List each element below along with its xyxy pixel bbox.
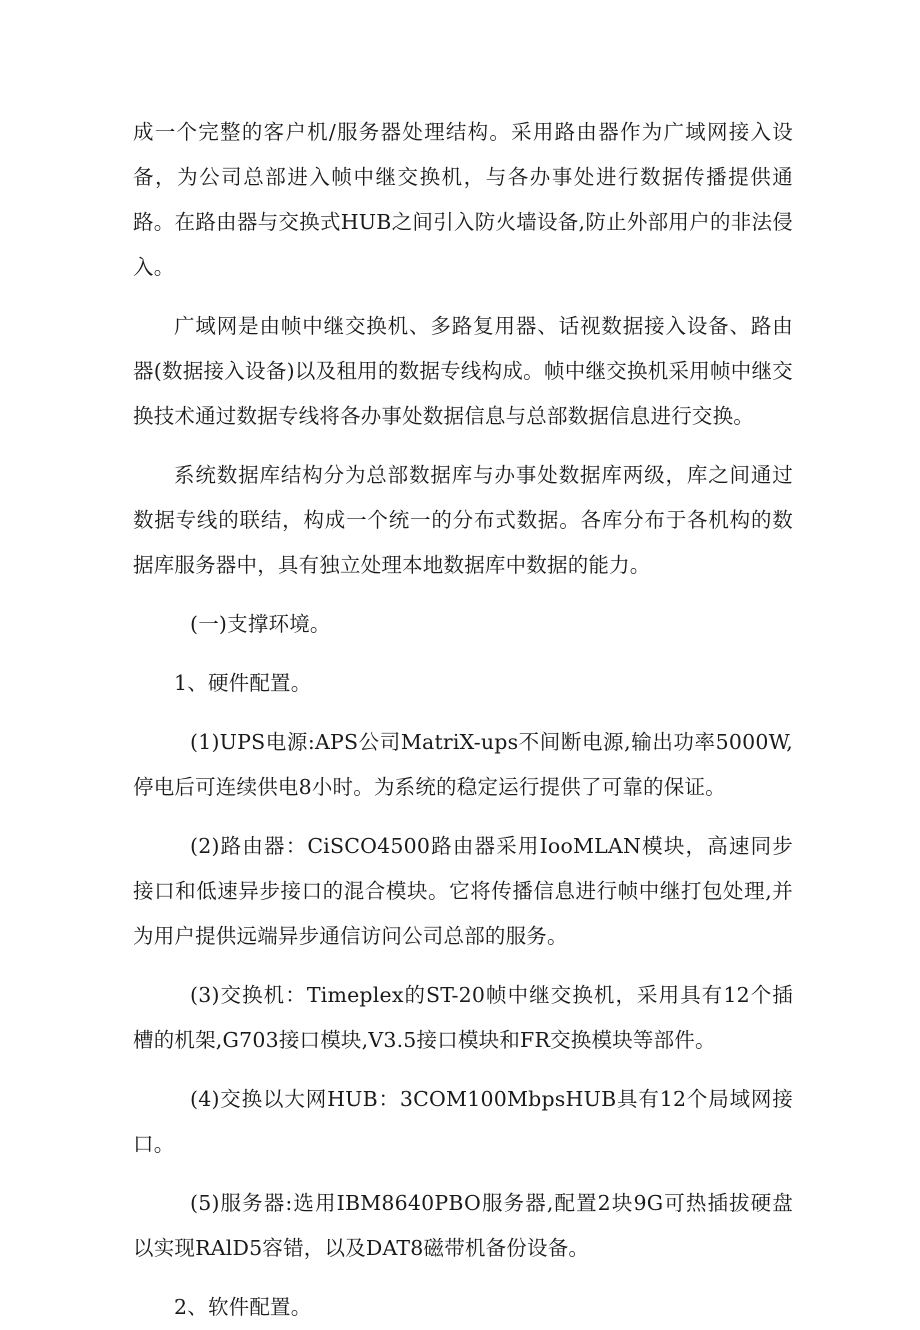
paragraph-ups: (1)UPS电源:APS公司MatriX-ups不间断电源,输出功率5000W,停电后可连续供电8小时。为系统的稳定运行提供了可靠的保证。: [133, 730, 793, 799]
heading-support-environment: (一)支撑环境。: [190, 612, 331, 636]
paragraph-database: 系统数据库结构分为总部数据库与办事处数据库两级，库之间通过数据专线的联结，构成一个统一的分布式数据。各库分布于各机构的数据库服务器中，具有独立处理本地数据库中数据的能力。: [133, 463, 793, 577]
heading-software-config: 2、软件配置。: [174, 1295, 312, 1319]
paragraph-server: (5)服务器:选用IBM8640PBO服务器,配置2块9G可热插拔硬盘以实现RAlD5容错，以及DAT8磁带机备份设备。: [133, 1191, 793, 1260]
paragraph-hub: (4)交换以大网HUB：3COM100MbpsHUB具有12个局域网接口。: [133, 1087, 793, 1156]
document-body: [133, 110, 793, 1330]
paragraph-client-server: 成一个完整的客户机/服务器处理结构。采用路由器作为广域网接入设备，为公司总部进入帧中继交换机，与各办事处进行数据传播提供通路。在路由器与交换式HUB之间引入防火墙设备,防止外部用户的非法侵入。: [133, 120, 793, 279]
paragraph-router: (2)路由器：CiSCO4500路由器采用IooMLAN模块，高速同步接口和低速异步接口的混合模块。它将传播信息进行帧中继打包处理,并为用户提供远端异步通信访问公司总部的服务。: [133, 834, 793, 948]
paragraph-switch: (3)交换机：Timeplex的ST-20帧中继交换机，采用具有12个插槽的机架,G703接口模块,V3.5接口模块和FR交换模块等部件。: [133, 983, 793, 1052]
heading-hardware-config: 1、硬件配置。: [174, 671, 312, 695]
paragraph-wan: 广域网是由帧中继交换机、多路复用器、话视数据接入设备、路由器(数据接入设备)以及租用的数据专线构成。帧中继交换机采用帧中继交换技术通过数据专线将各办事处数据信息与总部数据信息进行交换。: [133, 314, 793, 428]
